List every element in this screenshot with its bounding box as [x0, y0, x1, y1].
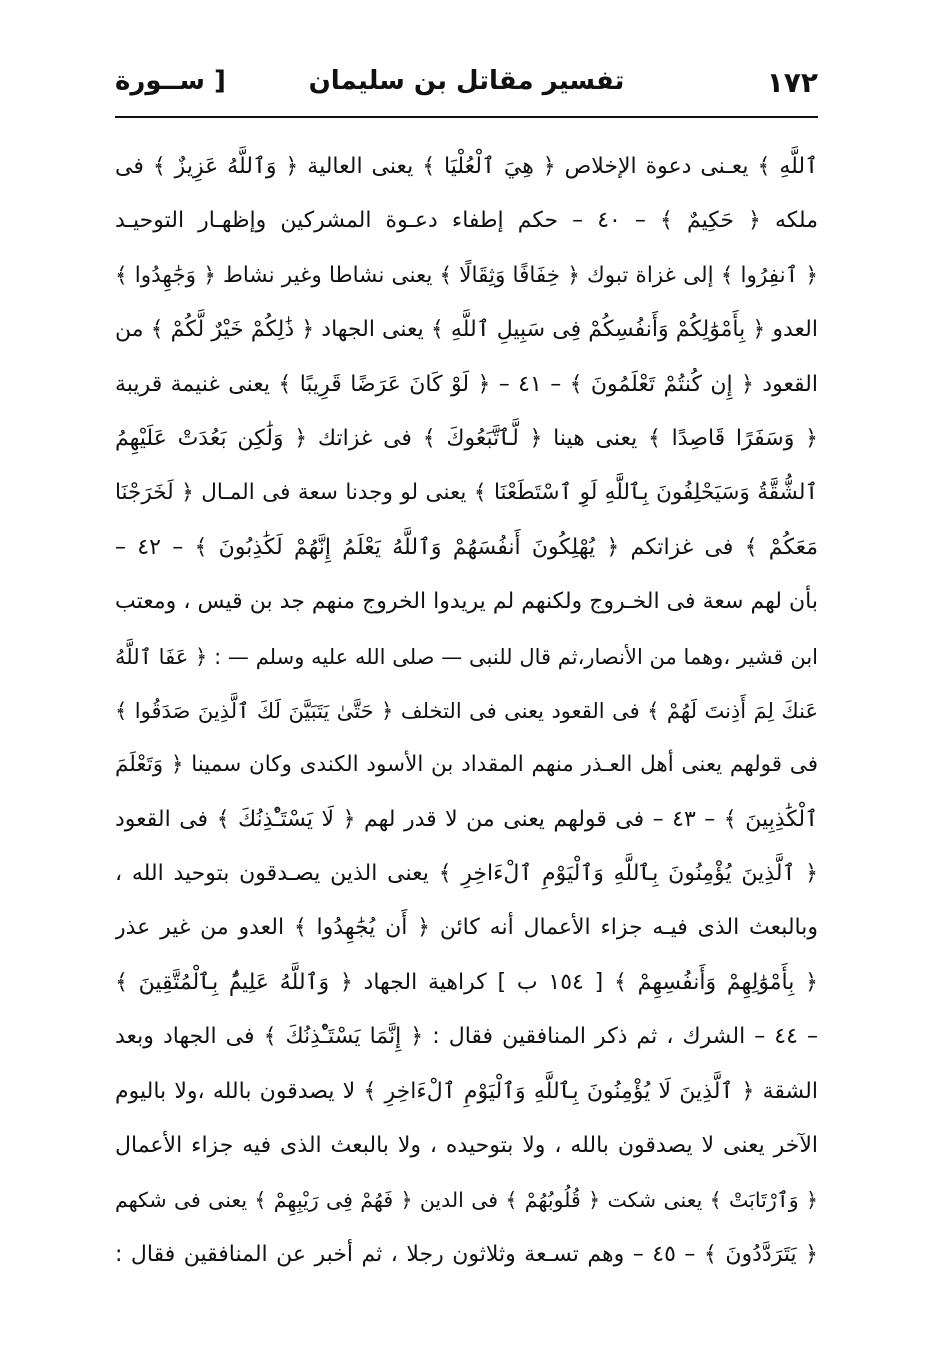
text-line: ﴿ وَٱرْتَابَتْ ﴾ يعنى شكت ﴿ قُلُوبُهُمْ ﴾ فى الدين ﴿ فَهُمْ فِى رَيْبِهِمْ ﴾ يعنى فى شكهم	[115, 1188, 818, 1213]
text-line: ٱللَّهِ ﴾ يعـنى دعوة الإخلاص ﴿ هِيَ ٱلْعُلْيَا ﴾ يعنى العالية ﴿ وَٱللَّهُ عَزِيزٌ ﴾ فى	[115, 154, 818, 179]
page-header	[115, 56, 818, 110]
text-line: ملكه ﴿ حَكِيمٌ ﴾ – ٤٠ – حكم إطفاء دعـوة المشركين وإظهـار التوحيـد	[115, 208, 818, 234]
text-line: الشقة ﴿ ٱلَّذِينَ لَا يُؤْمِنُونَ بِٱللَّهِ وَٱلْيَوْمِ ٱلْءَاخِرِ ﴾ لا يصدقون بالله ،ولا باليوم	[115, 1078, 818, 1104]
text-line: ﴿ وَسَفَرًا قَاصِدًا ﴾ يعنى هينا ﴿ لَّٱتَّبَعُوكَ ﴾ فى غزاتك ﴿ وَلَٰكِن بَعُدَتْ عَلَيْهِمُ	[115, 425, 818, 451]
text-line: الآخر يعنى لا يصدقون بالله ، ولا بتوحيده ، ولا بالبعث الذى فيه جزاء الأعمال	[115, 1133, 818, 1159]
text-line: ﴿ يَتَرَدَّدُونَ ﴾ – ٤٥ – وهم تسـعة وثلاثون رجلا ، ثم أخبر عن المنافقين فقال :	[115, 1241, 818, 1267]
text-line: فى قولهم يعنى أهل العـذر منهم المقداد بن الأسود الكندى وكان سمينا ﴿ وَتَعْلَمَ	[115, 752, 818, 778]
text-line: عَنكَ لِمَ أَذِنتَ لَهُمْ ﴾ فى القعود يعنى فى التخلف ﴿ حَتَّىٰ يَتَبَيَّنَ لَكَ ٱلَّذِينَ صَدَقُوا ﴾	[115, 698, 818, 723]
text-line: مَعَكُمْ ﴾ فى غزاتكم ﴿ يُهْلِكُونَ أَنفُسَهُمْ وَٱللَّهُ يَعْلَمُ إِنَّهُمْ لَكَٰذِبُونَ ﴾ – ٤٢ –	[115, 534, 818, 560]
page-number: ١٧٢	[766, 66, 818, 99]
running-title: تفسير مقاتل بن سليمان	[308, 66, 625, 96]
text-line: القعود ﴿ إِن كُنتُمْ تَعْلَمُونَ ﴾ – ٤١ – ﴿ لَوْ كَانَ عَرَضًا قَرِيبًا ﴾ يعنى غنيمة قريبة	[115, 371, 818, 397]
text-line: ﴿ ٱنفِرُوا ﴾ إلى غزاة تبوك ﴿ خِفَافًا وَثِقَالًا ﴾ يعنى نشاطا وغير نشاط ﴿ وَجَٰهِدُوا ﴾	[115, 262, 818, 288]
body-text	[115, 140, 818, 1282]
text-line: – ٤٤ – الشرك ، ثم ذكر المنافقين فقال : ﴿ إِنَّمَا يَسْتَـْٔذِنُكَ ﴾ فى الجهاد وبعد	[115, 1024, 818, 1050]
text-line: العدو ﴿ بِأَمْوَٰلِكُمْ وَأَنفُسِكُمْ فِى سَبِيلِ ٱللَّهِ ﴾ يعنى الجهاد ﴿ ذَٰلِكُمْ خَيْرٌ لَّكُمْ ﴾ من	[115, 317, 818, 343]
text-line: ٱلشُّقَّةُ وَسَيَحْلِفُونَ بِٱللَّهِ لَوِ ٱسْتَطَعْنَا ﴾ يعنى لو وجدنا سعة فى المـال ﴿ لَخَرَجْنَا	[115, 480, 818, 506]
header-divider	[115, 116, 818, 118]
text-line: ابن قشير ،وهما من الأنصار،ثم قال للنبى — صلى الله عليه وسلم — : ﴿ عَفَا ٱللَّهُ	[115, 644, 818, 669]
text-line: ٱلْكَٰذِبِينَ ﴾ – ٤٣ – فى قولهم يعنى من لا قدر لهم ﴿ لَا يَسْتَـْٔذِنُكَ ﴾ فى القعود	[115, 806, 818, 832]
text-line: وبالبعث الذى فيـه جزاء الأعمال أنه كائن ﴿ أَن يُجَٰهِدُوا ﴾ العدو من غير عذر	[115, 915, 818, 941]
text-line: بأن لهم سعة فى الخـروج ولكنهم لم يريدوا الخروج منهم جد بن قيس ، ومعتب	[115, 589, 818, 615]
text-line: ﴿ بِأَمْوَٰلِهِمْ وَأَنفُسِهِمْ ﴾ [ ١٥٤ ب ] كراهية الجهاد ﴿ وَٱللَّهُ عَلِيمٌۢ بِٱلْمُتَّقِينَ ﴾	[115, 969, 818, 995]
text-line: ﴿ ٱلَّذِينَ يُؤْمِنُونَ بِٱللَّهِ وَٱلْيَوْمِ ٱلْءَاخِرِ ﴾ يعنى الذين يصـدقون بتوحيد الله ،	[115, 861, 818, 887]
surah-label: [ ســورة	[115, 66, 226, 96]
